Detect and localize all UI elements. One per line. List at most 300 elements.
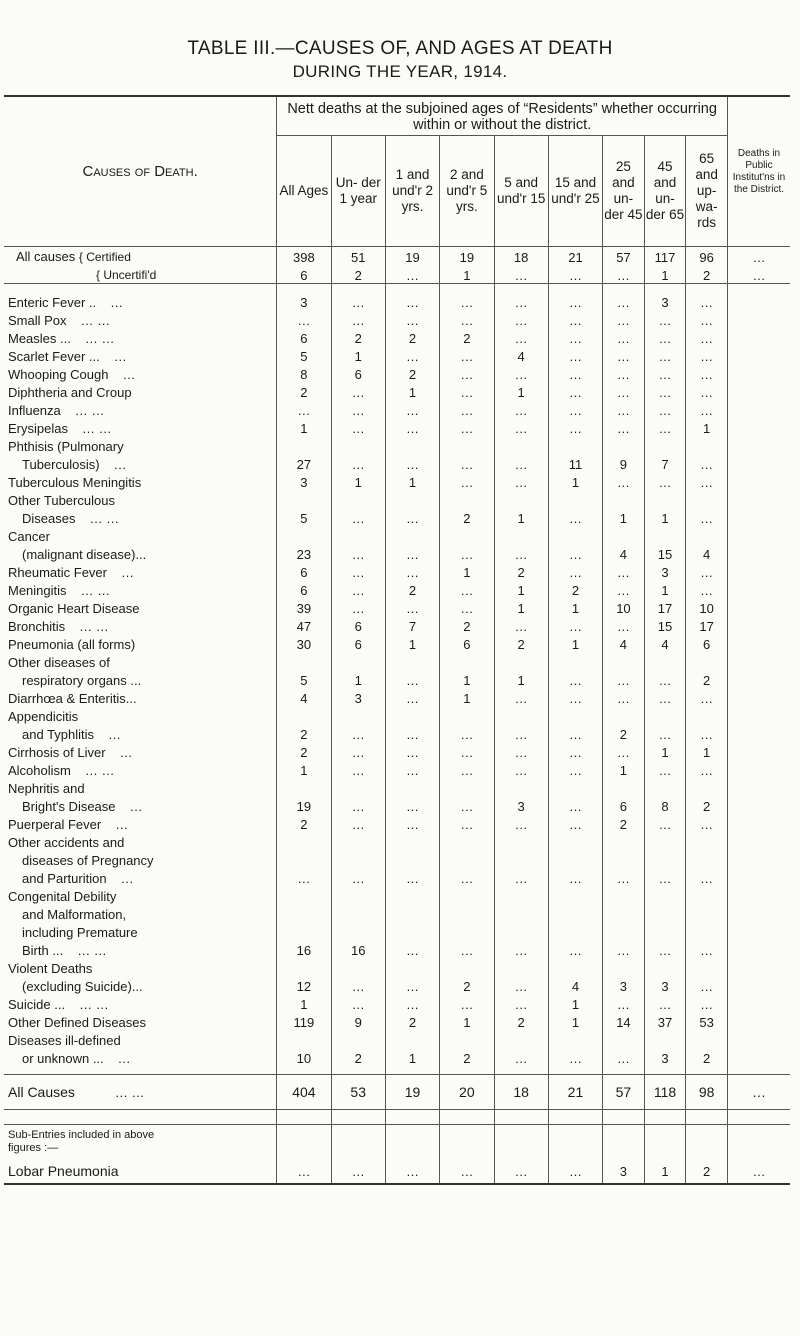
all-causes-certified-row [4, 247, 790, 266]
total-value-cell: 53 [331, 1075, 385, 1110]
value-cell: … [331, 598, 385, 616]
spacer-cell [728, 1110, 791, 1125]
value-cell: 1 [494, 598, 548, 616]
value-cell: 8 [277, 364, 331, 382]
value-cell: … [603, 868, 645, 886]
value-cell [277, 922, 331, 940]
value-cell: 12 [277, 976, 331, 994]
value-cell: 2 [331, 1048, 385, 1066]
spacer-cell [440, 1125, 494, 1156]
row-label [4, 976, 277, 994]
value-cell: … [603, 616, 645, 634]
value-cell: 1 [385, 382, 439, 400]
value-cell: … [385, 400, 439, 418]
value-cell: 3 [603, 976, 645, 994]
value-cell: … [644, 346, 686, 364]
value-cell [331, 706, 385, 724]
subentries-note: Sub-Entries included in above figures :— [4, 1125, 277, 1156]
value-cell: … [277, 400, 331, 418]
value-cell [728, 868, 791, 886]
value-cell: 1 [277, 760, 331, 778]
value-cell [644, 706, 686, 724]
value-cell: … [385, 562, 439, 580]
spacer-cell [603, 1066, 645, 1075]
value-cell: 6 [277, 328, 331, 346]
table-row [4, 454, 790, 472]
row-label [4, 508, 277, 526]
value-cell [548, 1030, 602, 1048]
row-label [4, 760, 277, 778]
value-cell [331, 850, 385, 868]
value-cell: 5 [277, 508, 331, 526]
value-cell [728, 436, 791, 454]
cause-label: Pneumonia (all forms) [8, 637, 136, 652]
value-cell [728, 922, 791, 940]
row-label [4, 598, 277, 616]
row-label [4, 778, 277, 796]
value-cell: 18 [494, 247, 548, 266]
value-cell: … [603, 742, 645, 760]
table-row [4, 886, 790, 904]
value-cell: 1 [440, 688, 494, 706]
table-row [4, 598, 790, 616]
value-cell [728, 742, 791, 760]
value-cell: 1 [277, 418, 331, 436]
value-cell: 39 [277, 598, 331, 616]
value-cell: … [385, 868, 439, 886]
value-cell: … [385, 346, 439, 364]
value-cell [494, 526, 548, 544]
table-row [4, 526, 790, 544]
row-label [4, 1030, 277, 1048]
spacer-row [4, 1110, 790, 1125]
table-row [4, 364, 790, 382]
value-cell [385, 850, 439, 868]
row-label [4, 868, 277, 886]
value-cell: 398 [277, 247, 331, 266]
table-row [4, 922, 790, 940]
value-cell: 2 [277, 382, 331, 400]
value-cell [728, 904, 791, 922]
value-cell [548, 832, 602, 850]
value-cell [385, 778, 439, 796]
row-label [4, 436, 277, 454]
value-cell: … [440, 292, 494, 310]
cause-label: Meningitis [8, 583, 67, 598]
spacer-cell [728, 1066, 791, 1075]
value-cell [331, 778, 385, 796]
value-cell [331, 958, 385, 976]
table-title: TABLE III.—CAUSES OF, AND AGES AT DEATH [187, 38, 613, 59]
value-cell: 1 [440, 265, 494, 284]
value-cell: … [548, 418, 602, 436]
cause-label: Scarlet Fever ... [8, 349, 100, 364]
value-cell: … [603, 292, 645, 310]
cause-label: Cancer [8, 529, 50, 544]
spacer-cell [277, 1110, 331, 1125]
total-value-cell: 404 [277, 1075, 331, 1110]
value-cell [277, 490, 331, 508]
value-cell: … [603, 310, 645, 328]
value-cell: 1 [494, 670, 548, 688]
causes-of-death-table [4, 95, 790, 1185]
table-row [4, 1030, 790, 1048]
value-cell [644, 832, 686, 850]
value-cell: … [331, 454, 385, 472]
spacer-cell [686, 1066, 728, 1075]
value-cell: … [686, 814, 728, 832]
row-label [4, 688, 277, 706]
value-cell [494, 706, 548, 724]
cause-label: Tuberculosis) [22, 457, 100, 472]
value-cell [548, 922, 602, 940]
value-cell [644, 778, 686, 796]
value-cell [440, 886, 494, 904]
cause-label: Suicide ... [8, 997, 66, 1012]
cause-label: Alcoholism [8, 763, 71, 778]
value-cell: … [331, 508, 385, 526]
value-cell: … [644, 670, 686, 688]
value-cell: 4 [603, 544, 645, 562]
value-cell [385, 886, 439, 904]
value-cell: … [644, 760, 686, 778]
cause-label: Diseases ill-defined [8, 1033, 121, 1048]
leader-dots: … … [80, 313, 111, 328]
value-cell: … [686, 940, 728, 958]
value-cell: … [494, 265, 548, 284]
cause-label: Birth ... [22, 943, 64, 958]
table-row [4, 418, 790, 436]
value-cell: … [603, 472, 645, 490]
row-label [4, 454, 277, 472]
value-cell [440, 652, 494, 670]
value-cell: 21 [548, 247, 602, 266]
row-label [4, 400, 277, 418]
value-cell: 1 [644, 580, 686, 598]
spacer-cell [728, 1179, 791, 1184]
value-cell [494, 1030, 548, 1048]
row-label [4, 616, 277, 634]
cause-label: Diphtheria and Croup [8, 385, 132, 400]
value-cell: 1 [603, 760, 645, 778]
value-cell [728, 1030, 791, 1048]
row-label [4, 310, 277, 328]
spacer-cell [331, 284, 385, 293]
value-cell [728, 940, 791, 958]
value-cell: 16 [331, 940, 385, 958]
value-cell [603, 778, 645, 796]
value-cell: … [603, 346, 645, 364]
cause-label: Whooping Cough [8, 367, 109, 382]
value-cell: 2 [686, 1048, 728, 1066]
spacer-cell [548, 1125, 602, 1156]
value-cell: … [385, 508, 439, 526]
value-cell: … [494, 364, 548, 382]
value-cell: … [331, 1155, 385, 1179]
value-cell [603, 652, 645, 670]
value-cell: 11 [548, 454, 602, 472]
spacer-cell [686, 284, 728, 293]
spacer-cell [4, 1110, 277, 1125]
value-cell [277, 832, 331, 850]
spacer-cell [331, 1125, 385, 1156]
cause-label: and Typhlitis [22, 727, 95, 742]
total-value-cell: 21 [548, 1075, 602, 1110]
value-cell: … [494, 1048, 548, 1066]
value-cell: … [440, 994, 494, 1012]
cause-label: (excluding Suicide)... [22, 979, 143, 994]
value-cell: … [548, 508, 602, 526]
value-cell [728, 670, 791, 688]
value-cell: 1 [440, 1012, 494, 1030]
row-label [4, 580, 277, 598]
value-cell: … [548, 616, 602, 634]
leader-dots: … … [77, 943, 107, 958]
value-cell: … [440, 364, 494, 382]
value-cell: 1 [644, 265, 686, 284]
value-cell [728, 616, 791, 634]
value-cell: 10 [277, 1048, 331, 1066]
row-label [4, 562, 277, 580]
value-cell: … [686, 994, 728, 1012]
spacer-cell [440, 1066, 494, 1075]
value-cell: 2 [440, 616, 494, 634]
value-cell: 2 [686, 1155, 728, 1179]
value-cell [603, 490, 645, 508]
value-cell: 96 [686, 247, 728, 266]
table-row [4, 652, 790, 670]
table-row [4, 328, 790, 346]
value-cell: … [644, 868, 686, 886]
value-cell: … [548, 724, 602, 742]
table-row [4, 634, 790, 652]
value-cell: 3 [277, 472, 331, 490]
all-causes-label: All causes [16, 249, 79, 264]
value-cell [548, 526, 602, 544]
value-cell: … [686, 868, 728, 886]
spacer-cell [494, 1125, 548, 1156]
value-cell: 2 [686, 670, 728, 688]
table-row [4, 292, 790, 310]
value-cell: … [331, 760, 385, 778]
value-cell [728, 454, 791, 472]
value-cell: 6 [277, 265, 331, 284]
row-label [4, 1048, 277, 1066]
age-column-header: 2 and und'r 5 yrs. [440, 136, 494, 247]
leader-dots: … [113, 457, 127, 472]
table-row [4, 346, 790, 364]
table-row [4, 508, 790, 526]
value-cell: … [548, 1048, 602, 1066]
value-cell [331, 886, 385, 904]
subentry-label: Lobar Pneumonia [8, 1163, 119, 1179]
row-label [4, 346, 277, 364]
total-value-cell: 18 [494, 1075, 548, 1110]
value-cell: 15 [644, 544, 686, 562]
total-value-cell: 20 [440, 1075, 494, 1110]
spacer-cell [603, 1179, 645, 1184]
value-cell: … [548, 940, 602, 958]
age-column-header: 15 and und'r 25 [548, 136, 602, 247]
value-cell [686, 886, 728, 904]
spacer-cell [603, 1110, 645, 1125]
cause-label: Diarrhœa & Enteritis... [8, 691, 137, 706]
value-cell: … [494, 724, 548, 742]
value-cell: … [548, 562, 602, 580]
leader-dots: … … [84, 331, 115, 346]
value-cell [494, 886, 548, 904]
value-cell: … [548, 328, 602, 346]
leader-dots: … [115, 817, 129, 832]
table-row [4, 472, 790, 490]
value-cell: 4 [644, 634, 686, 652]
value-cell [728, 724, 791, 742]
spacer-cell [277, 1179, 331, 1184]
value-cell [331, 526, 385, 544]
table-row [4, 814, 790, 832]
value-cell: 1 [548, 634, 602, 652]
value-cell: … [494, 742, 548, 760]
value-cell [686, 706, 728, 724]
value-cell [385, 904, 439, 922]
value-cell [603, 436, 645, 454]
uncertified-label: { Uncertifi'd [96, 268, 157, 282]
value-cell: 2 [385, 364, 439, 382]
value-cell [385, 832, 439, 850]
value-cell [728, 1048, 791, 1066]
spacer-cell [4, 1179, 277, 1184]
value-cell: … [331, 868, 385, 886]
leader-dots: … … [79, 619, 109, 634]
value-cell: … [494, 688, 548, 706]
cause-label: Other Defined Diseases [8, 1015, 147, 1030]
value-cell: 2 [277, 742, 331, 760]
value-cell [728, 706, 791, 724]
value-cell: … [603, 688, 645, 706]
value-cell [686, 490, 728, 508]
value-cell [440, 490, 494, 508]
value-cell [385, 922, 439, 940]
value-cell [603, 904, 645, 922]
value-cell: … [548, 814, 602, 832]
value-cell: 2 [440, 976, 494, 994]
value-cell: … [385, 814, 439, 832]
value-cell: … [686, 724, 728, 742]
value-cell: … [385, 544, 439, 562]
value-cell: … [686, 328, 728, 346]
value-cell: … [603, 265, 645, 284]
value-cell: 2 [331, 328, 385, 346]
cause-label: diseases of Pregnancy [22, 853, 154, 868]
spacer-cell [385, 1125, 439, 1156]
value-cell: … [385, 940, 439, 958]
row-label [4, 724, 277, 742]
value-cell [277, 706, 331, 724]
value-cell [277, 886, 331, 904]
value-cell: … [331, 796, 385, 814]
value-cell [728, 832, 791, 850]
value-cell: … [548, 760, 602, 778]
value-cell [385, 490, 439, 508]
value-cell: … [644, 814, 686, 832]
value-cell: … [331, 724, 385, 742]
leader-dots: … [113, 349, 127, 364]
spacer-cell [440, 1179, 494, 1184]
leader-dots: … … [89, 511, 120, 526]
value-cell: … [440, 400, 494, 418]
value-cell [728, 688, 791, 706]
value-cell [548, 850, 602, 868]
value-cell: … [644, 418, 686, 436]
table-row [4, 310, 790, 328]
row-label [4, 328, 277, 346]
value-cell: … [644, 472, 686, 490]
value-cell: 1 [385, 472, 439, 490]
value-cell: 2 [548, 580, 602, 598]
value-cell: … [728, 265, 791, 284]
value-cell: 4 [494, 346, 548, 364]
age-column-header: 25 and un- der 45 [603, 136, 645, 247]
value-cell: … [440, 742, 494, 760]
spacer-row [4, 284, 790, 293]
spacer-cell [728, 284, 791, 293]
causes-column-header: Causes of Death. [4, 96, 277, 247]
value-cell: … [440, 382, 494, 400]
value-cell: … [686, 688, 728, 706]
value-cell: … [548, 364, 602, 382]
row-label [4, 292, 277, 310]
spacer-cell [440, 284, 494, 293]
value-cell: 6 [603, 796, 645, 814]
table-row [4, 760, 790, 778]
leader-dots: … … [81, 421, 112, 436]
value-cell [331, 922, 385, 940]
value-cell: … [385, 742, 439, 760]
value-cell: … [548, 346, 602, 364]
cause-label: Other diseases of [8, 655, 110, 670]
spacer-cell [331, 1179, 385, 1184]
cause-label: Organic Heart Disease [8, 601, 140, 616]
value-cell: 2 [686, 796, 728, 814]
value-cell: 10 [603, 598, 645, 616]
value-cell [494, 904, 548, 922]
row-label [4, 418, 277, 436]
value-cell: … [686, 292, 728, 310]
table-row [4, 868, 790, 886]
value-cell: … [728, 247, 791, 266]
value-cell: 1 [440, 670, 494, 688]
table-row [4, 976, 790, 994]
row-label [4, 364, 277, 382]
value-cell [494, 850, 548, 868]
value-cell: 1 [494, 508, 548, 526]
value-cell [548, 904, 602, 922]
value-cell [728, 598, 791, 616]
value-cell [385, 958, 439, 976]
leader-dots: … … [114, 1084, 145, 1100]
value-cell: … [385, 1155, 439, 1179]
value-cell [548, 652, 602, 670]
table-row [4, 436, 790, 454]
value-cell: … [603, 364, 645, 382]
row-label [4, 706, 277, 724]
table-row [4, 688, 790, 706]
value-cell [644, 490, 686, 508]
value-cell: … [277, 1155, 331, 1179]
value-cell [728, 634, 791, 652]
value-cell: … [686, 346, 728, 364]
value-cell [440, 850, 494, 868]
